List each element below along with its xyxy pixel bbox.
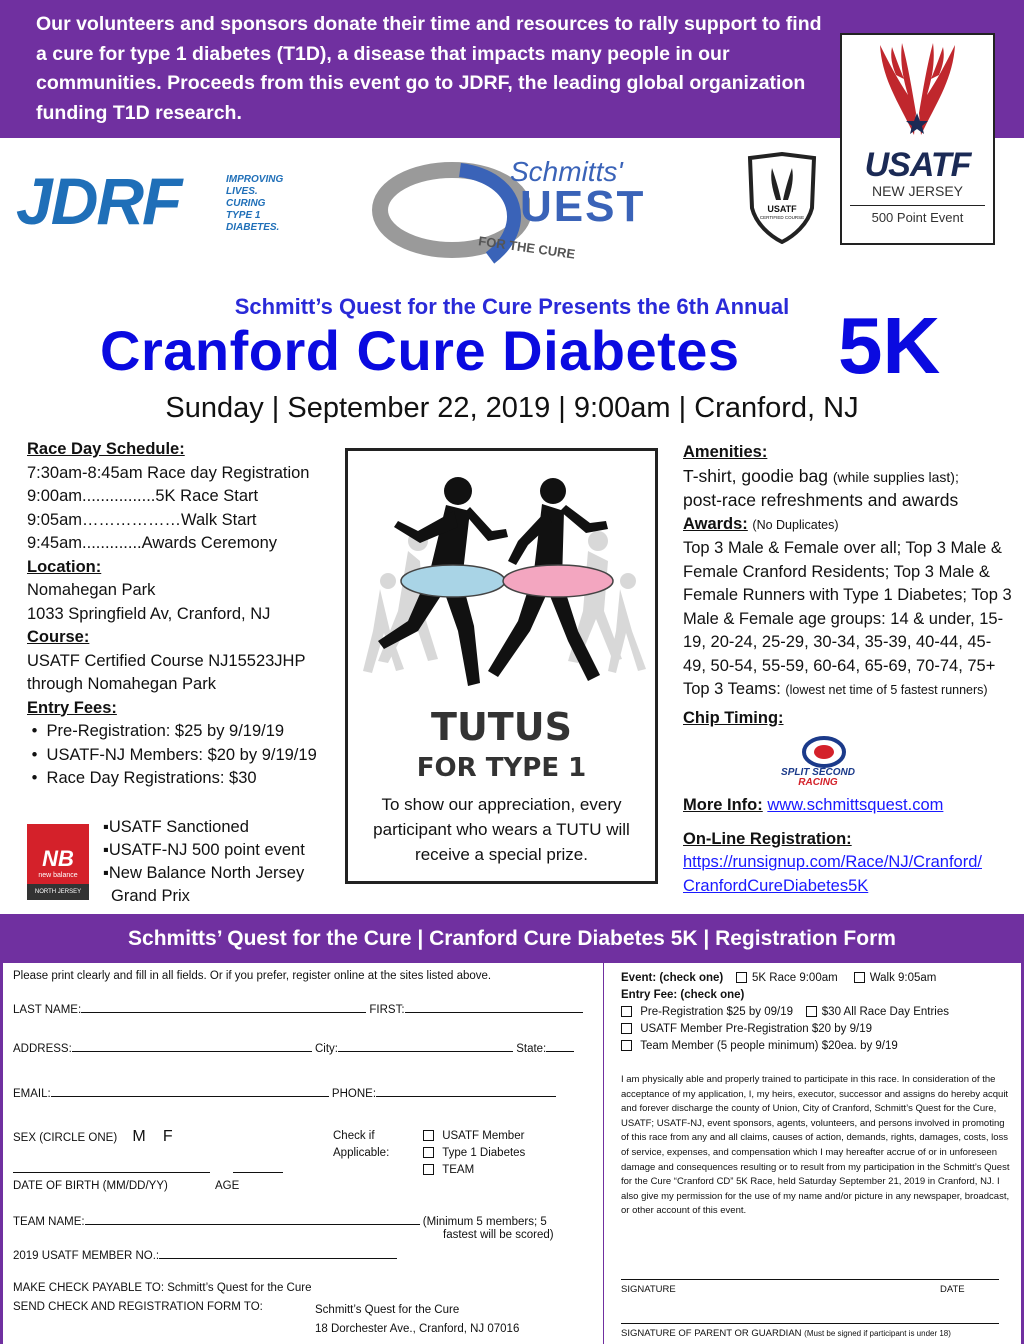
sanction-item: ▪USATF Sanctioned (103, 818, 249, 836)
phone-field[interactable] (376, 1085, 556, 1097)
age-field[interactable] (233, 1172, 283, 1173)
location-heading: Location: (27, 557, 102, 576)
schmitts-quest-logo (370, 148, 660, 278)
schedule-item: 9:45am.............Awards Ceremony (27, 534, 278, 552)
awards-heading-row: Awards: (No Duplicates) (683, 514, 839, 533)
fees-heading: Entry Fees: (27, 698, 117, 717)
tutu-title: TUTUS (431, 705, 572, 749)
checkbox[interactable] (423, 1147, 434, 1158)
target-icon (802, 736, 846, 768)
usatf-nj-logo (840, 33, 995, 245)
quest-ribbon-text: FOR THE CURE (477, 233, 577, 262)
ribbon-icon (370, 158, 530, 276)
fee-item: • USATF-NJ Members: $20 by 9/19/19 (27, 745, 317, 764)
event-walk-checkbox[interactable] (854, 972, 865, 983)
more-info-link[interactable]: www.schmittsquest.com (767, 796, 944, 814)
badge-sub: CERTIFIED COURSE (759, 215, 805, 220)
state-field[interactable] (546, 1040, 574, 1052)
entry-section (621, 970, 1016, 1055)
wings-icon (842, 35, 993, 145)
sex-row: SEX (CIRCLE ONE) M F (13, 1128, 173, 1145)
schedule-item: 9:00am................5K Race Start (27, 487, 259, 505)
badge-text: USATF (767, 204, 797, 214)
split-second-logo (768, 736, 868, 790)
more-info-row: More Info: www.schmittsquest.com (683, 796, 944, 814)
checkbox[interactable] (423, 1164, 434, 1175)
tutu-text: To show our appreciation, every participant who wears a TUTU will receive a special prize. (373, 795, 630, 864)
schedule-heading: Race Day Schedule: (27, 440, 185, 458)
dob-field[interactable] (13, 1172, 210, 1173)
event-row: Event: (check one) 5K Race 9:00am Walk 9:05am (621, 972, 937, 984)
registration-banner: Schmitts’ Quest for the Cure | Cranford Cure Diabetes 5K | Registration Form (0, 914, 1024, 963)
payable-line: MAKE CHECK PAYABLE TO: Schmitt’s Quest for the Cure (13, 1282, 312, 1294)
usatf-event: 500 Point Event (871, 210, 964, 225)
fee-team-checkbox[interactable] (621, 1040, 632, 1051)
team-name-row: TEAM NAME: (Minimum 5 members; 5 (13, 1213, 547, 1230)
event-5k-checkbox[interactable] (736, 972, 747, 983)
teams-line: Top 3 Teams: (lowest net time of 5 fastest runners) (683, 680, 988, 698)
tutu-promo-box (345, 448, 658, 884)
jdrf-logo (16, 164, 284, 238)
check-if-label: Check if Applicable: (333, 1130, 390, 1159)
guardian-signature-field[interactable] (621, 1323, 999, 1324)
event-distance: 5K (838, 301, 941, 390)
left-column (27, 438, 347, 791)
event-title: Cranford Cure Diabetes (100, 319, 740, 382)
location-line: Nomahegan Park (27, 581, 156, 599)
address-row: ADDRESS: City: State: (13, 1040, 574, 1055)
event-dateline: Sunday | September 22, 2019 | 9:00am | Cranford, NJ (165, 392, 859, 424)
jdrf-tagline: IMPROVING LIVES. CURING TYPE 1 DIABETES. (226, 174, 284, 233)
checkbox[interactable] (423, 1130, 434, 1141)
quest-top: Schmitts' (510, 156, 623, 187)
location-line: 1033 Springfield Av, Cranford, NJ (27, 604, 271, 623)
chip-heading: Chip Timing: (683, 708, 784, 727)
guardian-label: SIGNATURE OF PARENT OR GUARDIAN (Must be signed if participant is under 18) (621, 1328, 951, 1339)
signature-field[interactable] (621, 1279, 999, 1280)
date-label: DATE (940, 1284, 965, 1295)
address-field[interactable] (72, 1040, 312, 1052)
team-note: fastest will be scored) (443, 1229, 554, 1241)
fee-row: Pre-Registration $25 by 09/19 $30 All Race Day Entries (621, 1004, 1016, 1021)
split-second-text: SPLIT SECOND RACING (781, 767, 855, 788)
online-heading: On-Line Registration: (683, 829, 852, 848)
fee-label: Entry Fee: (check one) (621, 989, 745, 1001)
team-option[interactable]: TEAM (423, 1162, 525, 1179)
form-instructions: Please print clearly and fill in all fields. Or if you prefer, register online at the sites listed above. (13, 970, 492, 982)
fee-usatf-checkbox[interactable] (621, 1023, 632, 1034)
runners-illustration (358, 471, 648, 701)
team-name-field[interactable] (85, 1213, 420, 1225)
fee-item: • Race Day Registrations: $30 (27, 769, 257, 787)
right-column (683, 441, 1013, 730)
jdrf-wordmark: JDRF (16, 164, 181, 238)
fee-row: Team Member (5 people minimum) $20ea. by 9/19 (621, 1038, 1016, 1055)
fee-pre-checkbox[interactable] (621, 1006, 632, 1017)
online-registration-link[interactable]: https://runsignup.com/Race/NJ/Cranford/ (683, 853, 982, 871)
city-field[interactable] (338, 1040, 513, 1052)
usatf-member-option[interactable]: USATF Member (423, 1128, 525, 1145)
course-line: through Nomahegan Park (27, 675, 216, 693)
schedule-item: 7:30am-8:45am Race day Registration (27, 463, 310, 482)
certified-course-badge (746, 152, 818, 244)
nb-brand: new balance (38, 872, 78, 879)
awards-text: Top 3 Male & Female over all; Top 3 Male & Female Cranford Residents; Top 3 Male & Female Runners with Type 1 Diabetes; Top 3 Male & Female age groups: 14 & under, 15-19, 20-24, 25-29, 30-34, 35-39, 40-44, 45-49, 50-54, 55-59, 60-64, 65-69, 70-74, 75+ (683, 539, 1012, 675)
banner-text: Our volunteers and sponsors donate their time and resources to rally support to find a cure for type 1 diabetes (T1D), a disease that impacts many people in our communities. Proceeds from this event go to JDRF, the leading global organization funding T1D research. (36, 13, 822, 124)
schedule-item: 9:05am………………Walk Start (27, 510, 257, 529)
shield-icon (746, 152, 818, 244)
amenities-line: T-shirt, goodie bag (while supplies last); (683, 465, 959, 486)
email-field[interactable] (51, 1085, 329, 1097)
presents-line: Schmitt’s Quest for the Cure Presents the 6th Annual (234, 294, 790, 319)
applicable-options (423, 1128, 525, 1179)
quest-big: UEST (520, 182, 646, 231)
fee-row: USATF Member Pre-Registration $20 by 9/19 (621, 1021, 1016, 1038)
signature-label: SIGNATURE (621, 1284, 676, 1295)
last-name-field[interactable] (81, 1001, 366, 1013)
online-registration-link-cont[interactable]: CranfordCureDiabetes5K (683, 876, 869, 895)
sanction-item: ▪USATF-NJ 500 point event (103, 841, 305, 859)
sex-f-option[interactable]: F (162, 1128, 173, 1145)
course-line: USATF Certified Course NJ15523JHP (27, 651, 306, 670)
nb-region: NORTH JERSEY (27, 884, 89, 900)
waiver-text: I am physically able and properly trained to participate in this race. In consideration of the acceptance of my application, I, my heirs, executor, successor and assigns do hereby acquit and forever discharge the county of Union, City of Cranford, Schmitt’s Quest for the Cure, USATF; USATF-NJ, event sponsors, agents, volunteers, and persons involved in promoting of this race from any and all claims, causes of action, demands, rights, damages, costs, loss of service, expenses, and compensation which I may hereafter accrue of or in unforeseen damage and consequences resulting or to result from my participation in the Schmitt’s Quest for the Cure “Cranford CD” 5K Race, held Saturday September 21, 2019 in Cranford, NJ. I also give my permission for the use of my name and/or picture in any newspaper, broadcast, or other account of this event. (621, 1074, 1010, 1217)
last-name-row: LAST NAME: FIRST: (13, 1001, 583, 1016)
email-row: EMAIL: PHONE: (13, 1085, 556, 1100)
member-no-row: 2019 USATF MEMBER NO.: (13, 1247, 397, 1262)
usatf-region: NEW JERSEY (871, 183, 963, 199)
new-balance-logo: NB new balance NORTH JERSEY (27, 824, 89, 900)
sanctions-list (103, 816, 343, 908)
course-heading: Course: (27, 628, 90, 646)
fee-item: • Pre-Registration: $25 by 9/19/19 (27, 722, 285, 740)
type1-option[interactable]: Type 1 Diabetes (423, 1145, 525, 1162)
age-label: AGE (215, 1180, 240, 1192)
amenities-line: post-race refreshments and awards (683, 490, 959, 510)
send-to-label: SEND CHECK AND REGISTRATION FORM TO: (13, 1301, 263, 1313)
sanction-item: ▪New Balance North Jersey Grand Prix (103, 864, 305, 905)
mailing-address: Schmitt’s Quest for the Cure 18 Dorchester Ave., Cranford, NJ 07016 (315, 1304, 520, 1335)
usatf-name: USATF (864, 146, 971, 184)
member-no-field[interactable] (159, 1247, 397, 1259)
sex-m-option[interactable]: M (132, 1128, 146, 1145)
tutu-subtitle: FOR TYPE 1 (416, 753, 587, 783)
fee-raceday-checkbox[interactable] (806, 1006, 817, 1017)
amenities-heading: Amenities: (683, 443, 768, 461)
first-name-field[interactable] (405, 1001, 583, 1013)
dob-label: DATE OF BIRTH (MM/DD/YY) (13, 1180, 168, 1192)
right-links (683, 794, 1013, 898)
